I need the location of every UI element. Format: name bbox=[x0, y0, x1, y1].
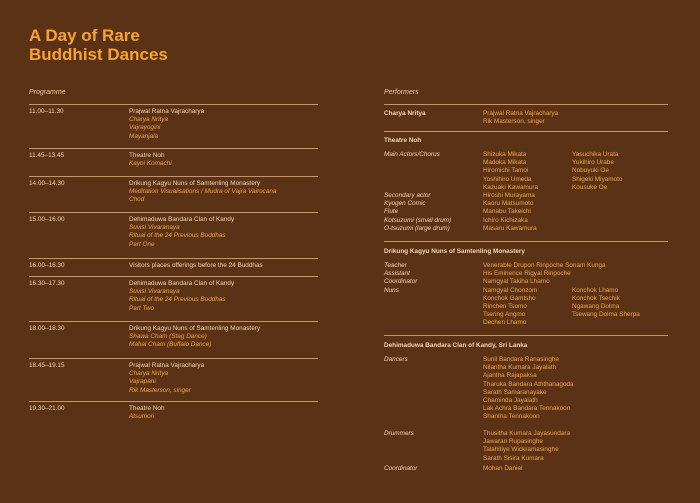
programme-time: 16.30–17.30 bbox=[29, 280, 65, 287]
performer-name: Ajantha Rajapaksa bbox=[483, 372, 537, 380]
programme-entry bbox=[129, 262, 263, 270]
role-label: Assistant bbox=[384, 270, 410, 278]
piece-title: Charya Nritya bbox=[129, 116, 169, 124]
performer-name: Dechen Lhamo bbox=[483, 319, 527, 327]
role-label: Kyogen Comic bbox=[384, 200, 426, 208]
performer-name: Kousuke Oe bbox=[572, 183, 608, 191]
performer-name: Lak Achra Bandara Tennakoon bbox=[483, 405, 571, 413]
role-label: O-tsuzumi (large drum) bbox=[384, 224, 450, 232]
divider bbox=[29, 276, 318, 277]
programme-time: 19.30–21.00 bbox=[29, 405, 65, 412]
programme-time: 18.45–19.15 bbox=[29, 362, 65, 369]
programme-time: 15.00–16.00 bbox=[29, 216, 65, 223]
performer-name: Namgyal Takiha Lhamo bbox=[483, 278, 550, 286]
performer-name: Thusitha Kumara Jayasundara bbox=[483, 430, 571, 437]
piece-title: Part Two bbox=[129, 304, 155, 312]
divider bbox=[29, 148, 318, 149]
programme-entry bbox=[129, 362, 204, 395]
divider bbox=[29, 321, 318, 322]
dancers-list bbox=[483, 356, 574, 422]
programme-entry bbox=[129, 280, 234, 313]
drummers-label: Drummers bbox=[384, 430, 414, 437]
role-label: Kotsuzumi (small drum) bbox=[384, 216, 452, 224]
programme-entry bbox=[129, 405, 165, 421]
performer-name: Prajwal Ratna Vajracharya bbox=[129, 362, 205, 369]
performer-name: Namgyal Chonzom bbox=[483, 286, 538, 294]
kandy-coordinator: Mohan Daniel bbox=[483, 465, 523, 472]
divider bbox=[384, 241, 668, 242]
performer-name: Nilantha Kumara Jayalath bbox=[483, 364, 557, 372]
role-label: Coordinator bbox=[384, 278, 418, 286]
performer-name: Konchok Tsechik bbox=[572, 294, 620, 302]
piece-title: Shawa Cham (Stag Dance) bbox=[129, 333, 207, 341]
noh-heading: Theatre Noh bbox=[384, 137, 422, 144]
noh-main-col1 bbox=[483, 151, 538, 192]
performer-name: Theatre Noh bbox=[129, 152, 165, 159]
divider bbox=[384, 335, 668, 336]
piece-title: Ritual of the 24 Previous Buddhas bbox=[129, 232, 226, 240]
divider bbox=[29, 104, 318, 105]
performer-name: Yukihiro Urabe bbox=[572, 159, 614, 167]
performers-heading: Performers bbox=[384, 89, 419, 96]
title-line-1: A Day of Rare bbox=[29, 26, 140, 45]
performer-name: Jawaran Rupasinghe bbox=[483, 438, 544, 446]
performer-name: Dehimaduwa Bandara Clan of Kandy bbox=[129, 280, 235, 287]
programme-entry bbox=[129, 108, 204, 141]
nuns-heading: Drikung Kagyu Nuns of Samtenling Monastery bbox=[384, 248, 525, 255]
performer-name: Konchok Gamtsho bbox=[483, 294, 536, 302]
piece-title: Chod bbox=[129, 196, 145, 204]
page-title bbox=[29, 26, 168, 64]
performer-name: Madoka Mikata bbox=[483, 159, 527, 167]
programme-time: 16.00–16.30 bbox=[29, 262, 65, 269]
role-label: Teacher bbox=[384, 262, 407, 269]
noh-main-col2 bbox=[572, 151, 622, 192]
performer-name: Ichiro Kichizaka bbox=[483, 216, 528, 224]
performer-name: Manabu Takeichi bbox=[483, 208, 531, 216]
performer-name: Kazuaki Kawamura bbox=[483, 183, 539, 191]
performer-name: Tsering Angmo bbox=[483, 311, 526, 319]
performer-name: Nobuyuki Oe bbox=[572, 167, 609, 175]
performer-name: Tharuka Bandara Aththanagoda bbox=[483, 380, 574, 388]
charya-performer: Prajwal Ratna Vajracharya bbox=[483, 110, 559, 117]
divider bbox=[384, 131, 668, 132]
performer-name: Masaru Kawamura bbox=[483, 224, 537, 232]
performer-name: Drikung Kagyu Nuns of Samtenling Monastery bbox=[129, 325, 261, 332]
performer-name: Kaoru Matsumoto bbox=[483, 200, 534, 208]
role-label: Flute bbox=[384, 208, 399, 216]
divider bbox=[29, 258, 318, 259]
piece-title: Part One bbox=[129, 240, 155, 248]
piece-title: Charya Nritya bbox=[129, 370, 169, 378]
performer-name: Visitors places offerings before the 24 Buddhas bbox=[129, 262, 263, 269]
performer-name: Yasuchika Urata bbox=[572, 151, 619, 158]
divider bbox=[29, 401, 318, 402]
performer-name: Konchok Lhamo bbox=[572, 286, 619, 294]
performer-name: His Eminence Rigyal Rinpoche bbox=[483, 270, 571, 278]
nuns-role-labels bbox=[384, 262, 417, 295]
performer-name: Hiromichi Tamoi bbox=[483, 167, 529, 175]
programme-entry bbox=[129, 325, 260, 350]
performer-name: Shantha Tennakoon bbox=[483, 413, 540, 421]
piece-title: Atsumori bbox=[129, 413, 155, 421]
performer-name: Shigeki Miyamoto bbox=[572, 175, 623, 183]
piece-title: Vajrapani bbox=[129, 378, 156, 386]
performer-name: Venerable Drupon Rinpoche Sonam Kunga bbox=[483, 262, 606, 269]
performer-name: Drikung Kagyu Nuns of Samtenling Monastery bbox=[129, 180, 261, 187]
noh-role-labels bbox=[384, 192, 451, 233]
piece-title: Suvisi Vivaranaya bbox=[129, 224, 180, 232]
performer-name: Yoshihiro Umeda bbox=[483, 175, 532, 183]
noh-main-label: Main Actors/Chorus bbox=[384, 151, 440, 158]
role-label: Secondary actor bbox=[384, 192, 431, 199]
piece-title: Mayanjala bbox=[129, 132, 159, 140]
divider bbox=[29, 358, 318, 359]
programme-time: 18.00–18.30 bbox=[29, 325, 65, 332]
nuns-col2 bbox=[572, 287, 640, 320]
dancers-label: Dancers bbox=[384, 356, 408, 363]
programme-entry bbox=[129, 180, 277, 205]
performer-name: Sarath Sisira Kumara bbox=[483, 454, 544, 462]
piece-title: Vajrayogini bbox=[129, 124, 161, 132]
performer-name: Tsewang Dolma Sherpa bbox=[572, 311, 640, 319]
kandy-coordinator-label: Coordinator bbox=[384, 465, 418, 472]
title-line-2: Buddhist Dances bbox=[29, 45, 168, 64]
piece-title: Ritual of the 24 Previous Buddhas bbox=[129, 296, 226, 304]
piece-title: Mahai Cham (Buffalo Dance) bbox=[129, 341, 212, 349]
performer-name: Theatre Noh bbox=[129, 405, 165, 412]
piece-title: Rik Masterson, singer bbox=[129, 386, 191, 394]
noh-role-names bbox=[483, 192, 537, 233]
performer-name: Chaminda Jayalath bbox=[483, 397, 538, 405]
charya-performer: Rik Masterson, singer bbox=[483, 118, 545, 125]
divider bbox=[29, 176, 318, 177]
performer-name: Sarath Samaranayake bbox=[483, 388, 547, 396]
kandy-heading: Dehimaduwa Bandara Clan of Kandy, Sri Lanka bbox=[384, 342, 528, 349]
programme-heading: Programme bbox=[29, 89, 66, 96]
programme-time: 11.45–13.45 bbox=[29, 152, 65, 159]
performer-name: Prajwal Ratna Vajracharya bbox=[129, 108, 205, 115]
divider bbox=[29, 212, 318, 213]
performer-name: Ngawang Dolma bbox=[572, 303, 620, 310]
programme-entry bbox=[129, 216, 234, 249]
piece-title: Suvisi Vivaranaya bbox=[129, 288, 180, 296]
performer-name: Shizuka Mikata bbox=[483, 151, 527, 158]
performer-name: Hiroshi Murayama bbox=[483, 192, 535, 199]
performer-name: Dehimaduwa Bandara Clan of Kandy bbox=[129, 216, 235, 223]
role-label: Nuns bbox=[384, 286, 399, 294]
piece-title: Kayoi Komachi bbox=[129, 160, 172, 168]
divider bbox=[384, 104, 668, 105]
programme-time: 11.00–11.30 bbox=[29, 108, 64, 115]
programme-time: 14.00–14.30 bbox=[29, 180, 65, 187]
performer-name: Rinchen Tsomo bbox=[483, 303, 527, 311]
performer-name: Sunil Bandara Ranasinghe bbox=[483, 356, 560, 363]
performer-name: Talahitiye Wickramasinghe bbox=[483, 446, 559, 454]
programme-entry bbox=[129, 152, 172, 168]
piece-title: Meditation Visualisations / Mudra of Vajra Vairocana bbox=[129, 188, 277, 196]
charya-heading: Charya Nritya bbox=[384, 110, 426, 117]
drummers-list bbox=[483, 430, 570, 463]
